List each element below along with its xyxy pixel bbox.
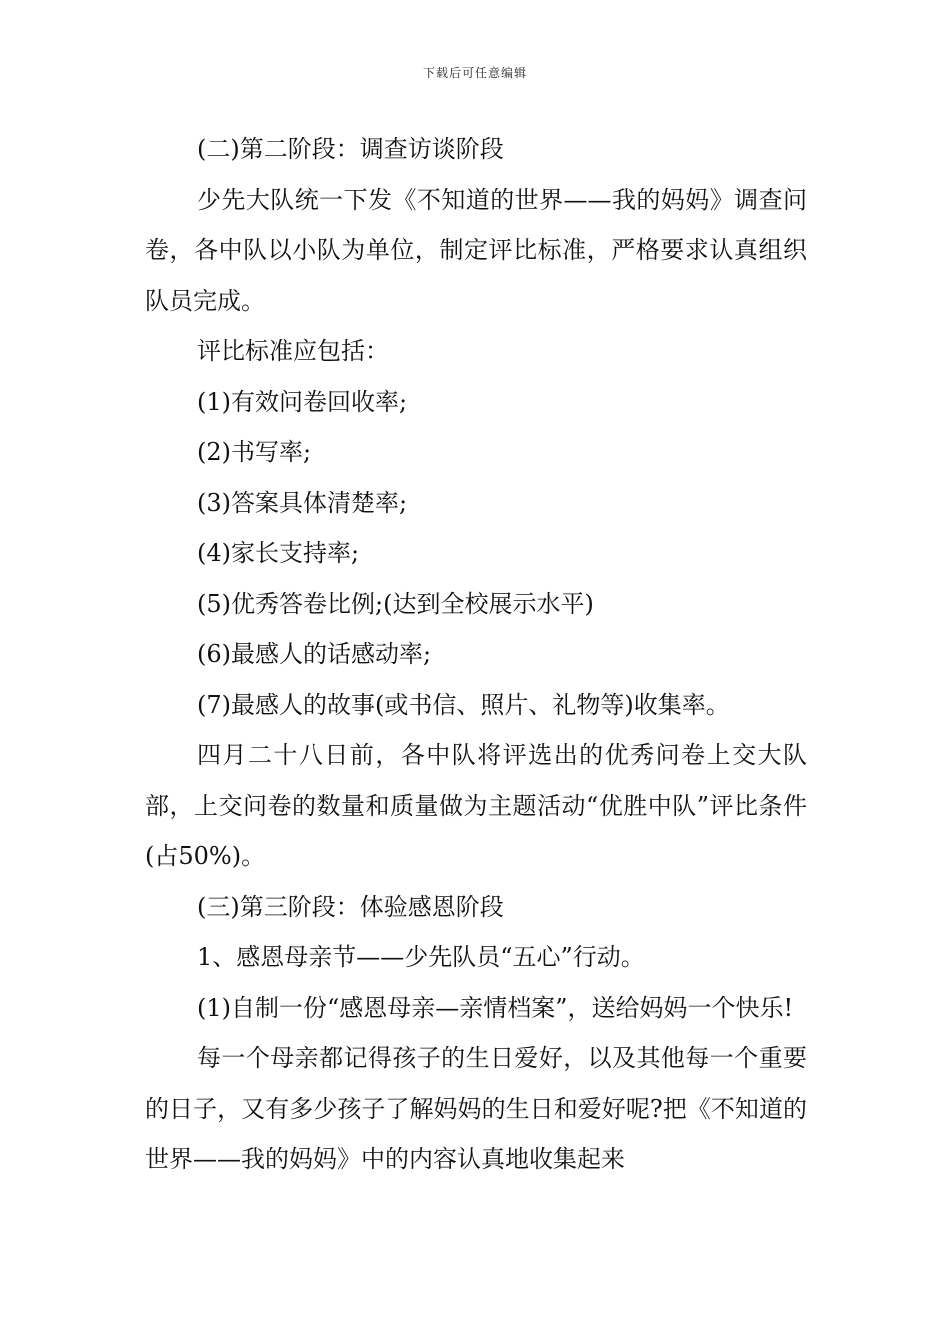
section-heading-2: (二)第二阶段：调查访谈阶段 bbox=[197, 135, 504, 163]
list-item: (6)最感人的话感动率; bbox=[197, 640, 432, 668]
list-item: (5)优秀答卷比例;(达到全校展示水平) bbox=[197, 589, 594, 618]
document-body bbox=[145, 124, 807, 1185]
paragraph-survey: 少先大队统一下发《不知道的世界——我的妈妈》调查问卷，各中队以小队为单位，制定评比标准，严格要求认真组织队员完成。 bbox=[145, 185, 807, 315]
paragraph-birthday: 每一个母亲都记得孩子的生日爱好，以及其他每一个重要的日子，又有多少孩子了解妈妈的生日和爱好呢?把《不知道的世界——我的妈妈》中的内容认真地收集起来 bbox=[145, 1044, 807, 1173]
page-header: 下载后可任意编辑 bbox=[422, 66, 527, 80]
section-heading-3: (三)第三阶段：体验感恩阶段 bbox=[197, 892, 504, 921]
list-item: (3)答案具体清楚率; bbox=[197, 488, 408, 517]
paragraph-deadline: 四月二十八日前，各中队将评选出的优秀问卷上交大队部，上交问卷的数量和质量做为主题活动“优胜中队”评比条件(占50%)。 bbox=[145, 741, 807, 870]
paragraph-criteria-intro: 评比标准应包括： bbox=[197, 337, 389, 365]
list-item: (1)有效问卷回收率; bbox=[197, 387, 408, 416]
paragraph-action: 1、感恩母亲节——少先队员“五心”行动。 bbox=[197, 943, 645, 971]
list-item: (2)书写率; bbox=[197, 438, 312, 466]
list-item: (7)最感人的故事(或书信、照片、礼物等)收集率。 bbox=[197, 690, 730, 719]
list-item: (4)家长支持率; bbox=[197, 539, 360, 567]
paragraph-archive: (1)自制一份“感恩母亲—亲情档案”，送给妈妈一个快乐! bbox=[197, 993, 794, 1022]
